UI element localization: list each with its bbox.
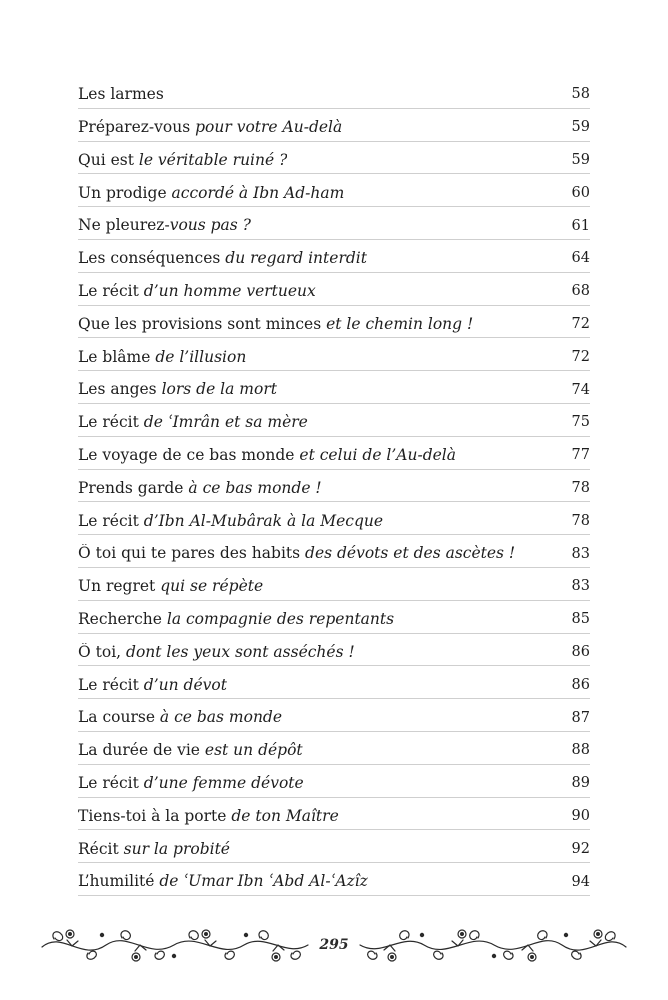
toc-entry-page: 59 — [571, 119, 590, 136]
toc-entry[interactable] — [78, 601, 590, 634]
toc-entry-page: 78 — [571, 479, 590, 496]
toc-entry[interactable] — [78, 732, 590, 765]
toc-entry-page: 78 — [571, 512, 590, 529]
toc-entry-title: Préparez-vous pour votre Au-delà — [78, 118, 343, 136]
toc-entry-title: Le récit d’Ibn Al-Mubârak à la Mecque — [78, 511, 384, 530]
toc-entry[interactable] — [78, 502, 590, 535]
toc-entry[interactable] — [78, 306, 590, 339]
toc-entry[interactable] — [78, 174, 590, 207]
toc-entry-page: 85 — [571, 611, 590, 628]
toc-entry-title: La course à ce bas monde — [78, 708, 283, 727]
toc-entry-title: L’humilité de ʿUmar Ibn ʿAbd Al-ʿAzîz — [78, 872, 368, 891]
toc-entry-page: 86 — [571, 643, 590, 660]
toc-entry-page: 86 — [571, 676, 590, 693]
floral-vine-ornament-icon — [40, 926, 310, 964]
toc-entry-title: Tiens-toi à la porte de ton Maître — [78, 806, 339, 825]
toc-entry-title: Ne pleurez-vous pas ? — [78, 216, 251, 235]
toc-entry-page: 89 — [571, 775, 590, 792]
toc-entry[interactable] — [78, 207, 590, 240]
page-number: 295 — [319, 937, 349, 953]
toc-entry[interactable] — [78, 830, 590, 863]
toc-entry[interactable] — [78, 634, 590, 667]
toc-entry[interactable] — [78, 470, 590, 503]
page-footer — [40, 926, 628, 964]
toc-entry-page: 83 — [571, 578, 590, 595]
toc-entry-page: 72 — [571, 348, 590, 365]
toc-entry-title: Un prodige accordé à Ibn Ad-ham — [78, 183, 345, 202]
toc-entry-page: 64 — [571, 250, 590, 267]
toc-entry[interactable] — [78, 437, 590, 470]
toc-entry-page: 75 — [571, 414, 590, 431]
toc-entry-page: 59 — [571, 152, 590, 168]
toc-entry-page: 58 — [571, 86, 590, 103]
toc-entry-page: 88 — [571, 742, 590, 759]
toc-entry[interactable] — [78, 273, 590, 306]
toc-entry[interactable] — [78, 76, 590, 109]
toc-entry-title: Le récit d’un dévot — [78, 675, 227, 694]
toc-entry-page: 87 — [571, 709, 590, 726]
toc-entry-page: 72 — [571, 315, 590, 332]
toc-entry[interactable] — [78, 535, 590, 568]
toc-entry-page: 68 — [571, 283, 590, 300]
toc-entry-title: Le récit d’une femme dévote — [78, 773, 304, 792]
toc-entry-title: La durée de vie est un dépôt — [78, 741, 303, 760]
table-of-contents — [78, 76, 590, 896]
toc-entry-page: 60 — [571, 184, 590, 201]
floral-vine-ornament-icon — [358, 926, 628, 964]
toc-entry-title: Un regret qui se répète — [78, 577, 264, 596]
toc-entry[interactable] — [78, 666, 590, 699]
toc-entry-title: Les anges lors de la mort — [78, 380, 277, 399]
toc-entry[interactable] — [78, 109, 590, 142]
toc-entry-title: Ô toi, dont les yeux sont asséchés ! — [78, 642, 355, 661]
toc-entry[interactable] — [78, 568, 590, 601]
toc-entry-page: 77 — [571, 447, 590, 464]
toc-entry-page: 90 — [571, 807, 590, 824]
toc-entry-title: Que les provisions sont minces et le chemin long ! — [78, 314, 474, 333]
toc-entry-title: Le blâme de l’illusion — [78, 347, 247, 366]
toc-entry-page: 74 — [571, 381, 590, 398]
toc-entry-title: Récit sur la probité — [78, 839, 230, 858]
toc-entry-title: Le récit d’un homme vertueux — [78, 281, 316, 300]
toc-entry-title: Le récit de ʿImrân et sa mère — [78, 413, 308, 432]
toc-entry[interactable] — [78, 798, 590, 831]
toc-entry-page: 94 — [571, 873, 590, 890]
toc-entry-title: Qui est le véritable ruiné ? — [78, 150, 288, 169]
toc-entry[interactable] — [78, 863, 590, 896]
toc-entry-title: Ô toi qui te pares des habits des dévots et des ascètes ! — [78, 544, 516, 563]
toc-entry[interactable] — [78, 371, 590, 404]
toc-entry[interactable] — [78, 765, 590, 798]
toc-entry[interactable] — [78, 699, 590, 732]
toc-entry[interactable] — [78, 338, 590, 371]
toc-entry-title: Les larmes — [78, 85, 164, 104]
toc-entry-title: Les conséquences du regard interdit — [78, 249, 367, 268]
toc-entry-page: 83 — [571, 545, 590, 562]
toc-entry-title: Recherche la compagnie des repentants — [78, 609, 395, 628]
toc-entry-page: 61 — [571, 217, 590, 234]
toc-entry-page: 92 — [571, 840, 590, 857]
toc-entry-title: Le voyage de ce bas monde et celui de l’Au-delà — [78, 445, 457, 464]
toc-entry[interactable] — [78, 142, 590, 175]
toc-entry-title: Prends garde à ce bas monde ! — [78, 478, 322, 497]
toc-entry[interactable] — [78, 240, 590, 273]
toc-entry[interactable] — [78, 404, 590, 437]
